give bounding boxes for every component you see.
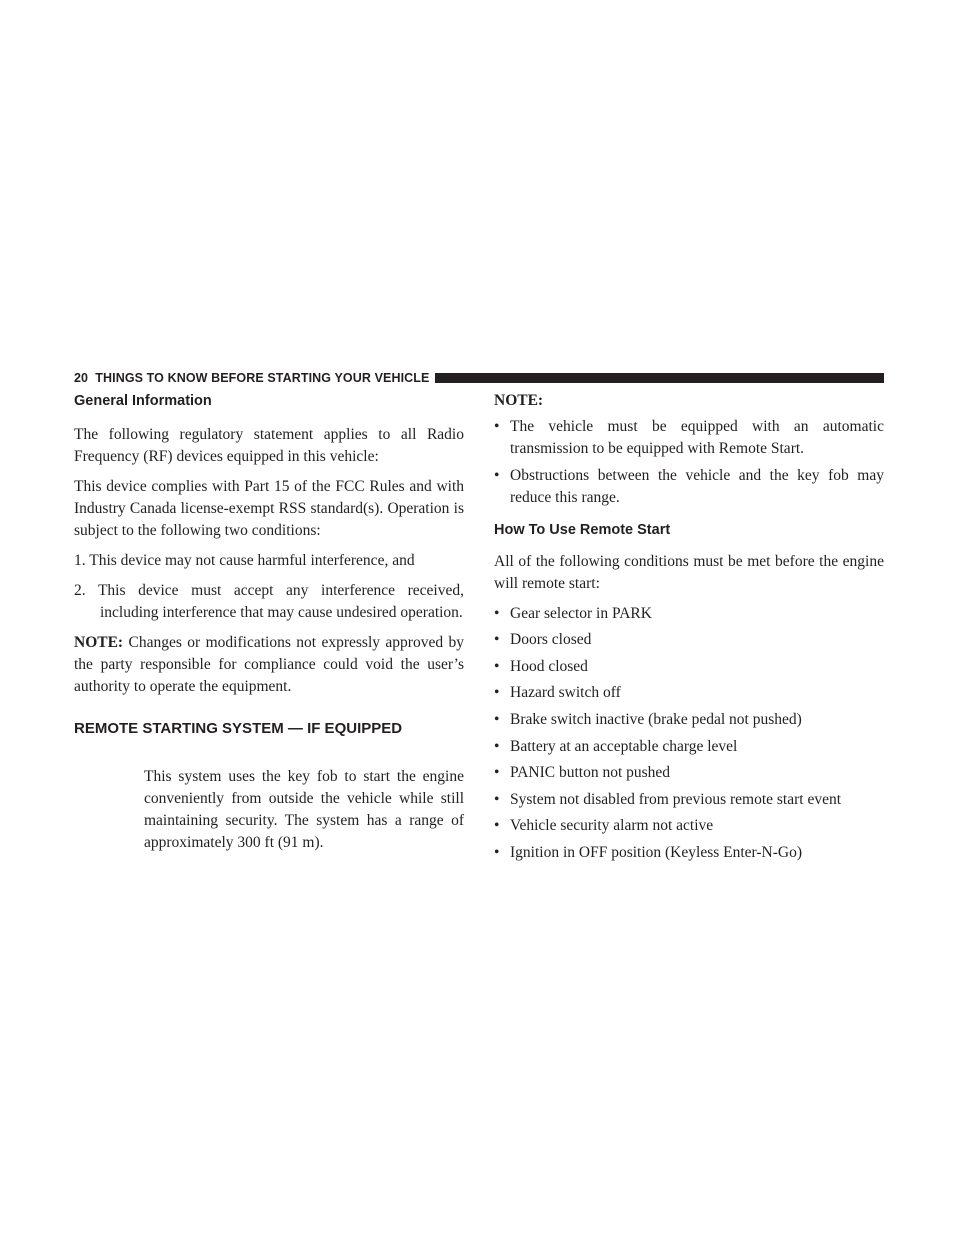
bullet-icon: • [494,710,500,728]
note-heading: NOTE: [494,392,544,409]
bullet-icon: • [494,418,500,435]
bullet-icon: • [494,843,500,861]
bullet-icon: • [494,817,500,835]
note-text: Changes or modifications not expressly approved by the party responsible for compliance could void the user’s authority to operate the equipment. [74,634,464,695]
remote-start-description: This system uses the key fob to start the engine conveniently from outside the vehicle while still maintaining security. The system has a range of approximately 300 ft (91 m). [144,768,464,851]
list-item: • Doors closed [494,629,884,651]
conditions-intro: All of the following conditions must be met before the engine will remote start: [494,552,884,592]
note-list [494,416,884,509]
bullet-icon: • [494,737,500,755]
bullet-icon: • [494,684,500,702]
section-title: THINGS TO KNOW BEFORE STARTING YOUR VEHICLE [95,371,430,385]
note-label: NOTE: [74,634,124,651]
list-item: • System not disabled from previous remote start event [494,789,884,811]
list-item: • Hood closed [494,656,884,678]
note-paragraph [74,632,464,698]
list-item: • Gear selector in PARK [494,603,884,625]
bullet-icon: • [494,657,500,675]
bullet-icon: • [494,764,500,782]
list-item: • The vehicle must be equipped with an automatic transmission to be equipped with Remote Start. [494,418,884,457]
regulatory-statement-paragraph: The following regulatory statement applies to all Radio Frequency (RF) devices equipped in this vehicle: [74,426,464,465]
condition-2: 2. This device must accept any interference received, including interference that may cause undesired operation. [74,582,464,621]
page-header [74,370,884,386]
bullet-icon: • [494,466,500,484]
header-text [74,371,435,385]
list-item: • Ignition in OFF position (Keyless Enter-N-Go) [494,842,884,864]
bullet-icon: • [494,790,500,808]
list-item: • Battery at an acceptable charge level [494,736,884,758]
list-item: • Hazard switch off [494,682,884,704]
list-item: • Brake switch inactive (brake pedal not pushed) [494,709,884,731]
remote-starting-system-heading: REMOTE STARTING SYSTEM — IF EQUIPPED [74,720,403,737]
left-column [74,390,464,854]
bullet-icon: • [494,631,500,649]
fcc-compliance-paragraph: This device complies with Part 15 of the FCC Rules and with Industry Canada license-exempt RSS standard(s). Operation is subject to the following two conditions: [74,478,464,539]
list-item: • Obstructions between the vehicle and the key fob may reduce this range. [494,466,884,506]
list-item: • PANIC button not pushed [494,762,884,784]
list-item: • Vehicle security alarm not active [494,815,884,837]
general-information-heading: General Information [74,393,212,409]
how-to-use-remote-start-heading: How To Use Remote Start [494,521,671,538]
conditions-list [494,603,884,864]
bullet-icon: • [494,604,500,622]
condition-1: 1. This device may not cause harmful interference, and [74,552,415,569]
right-column [494,390,884,869]
header-rule [435,373,884,383]
page-number: 20 [74,371,89,385]
